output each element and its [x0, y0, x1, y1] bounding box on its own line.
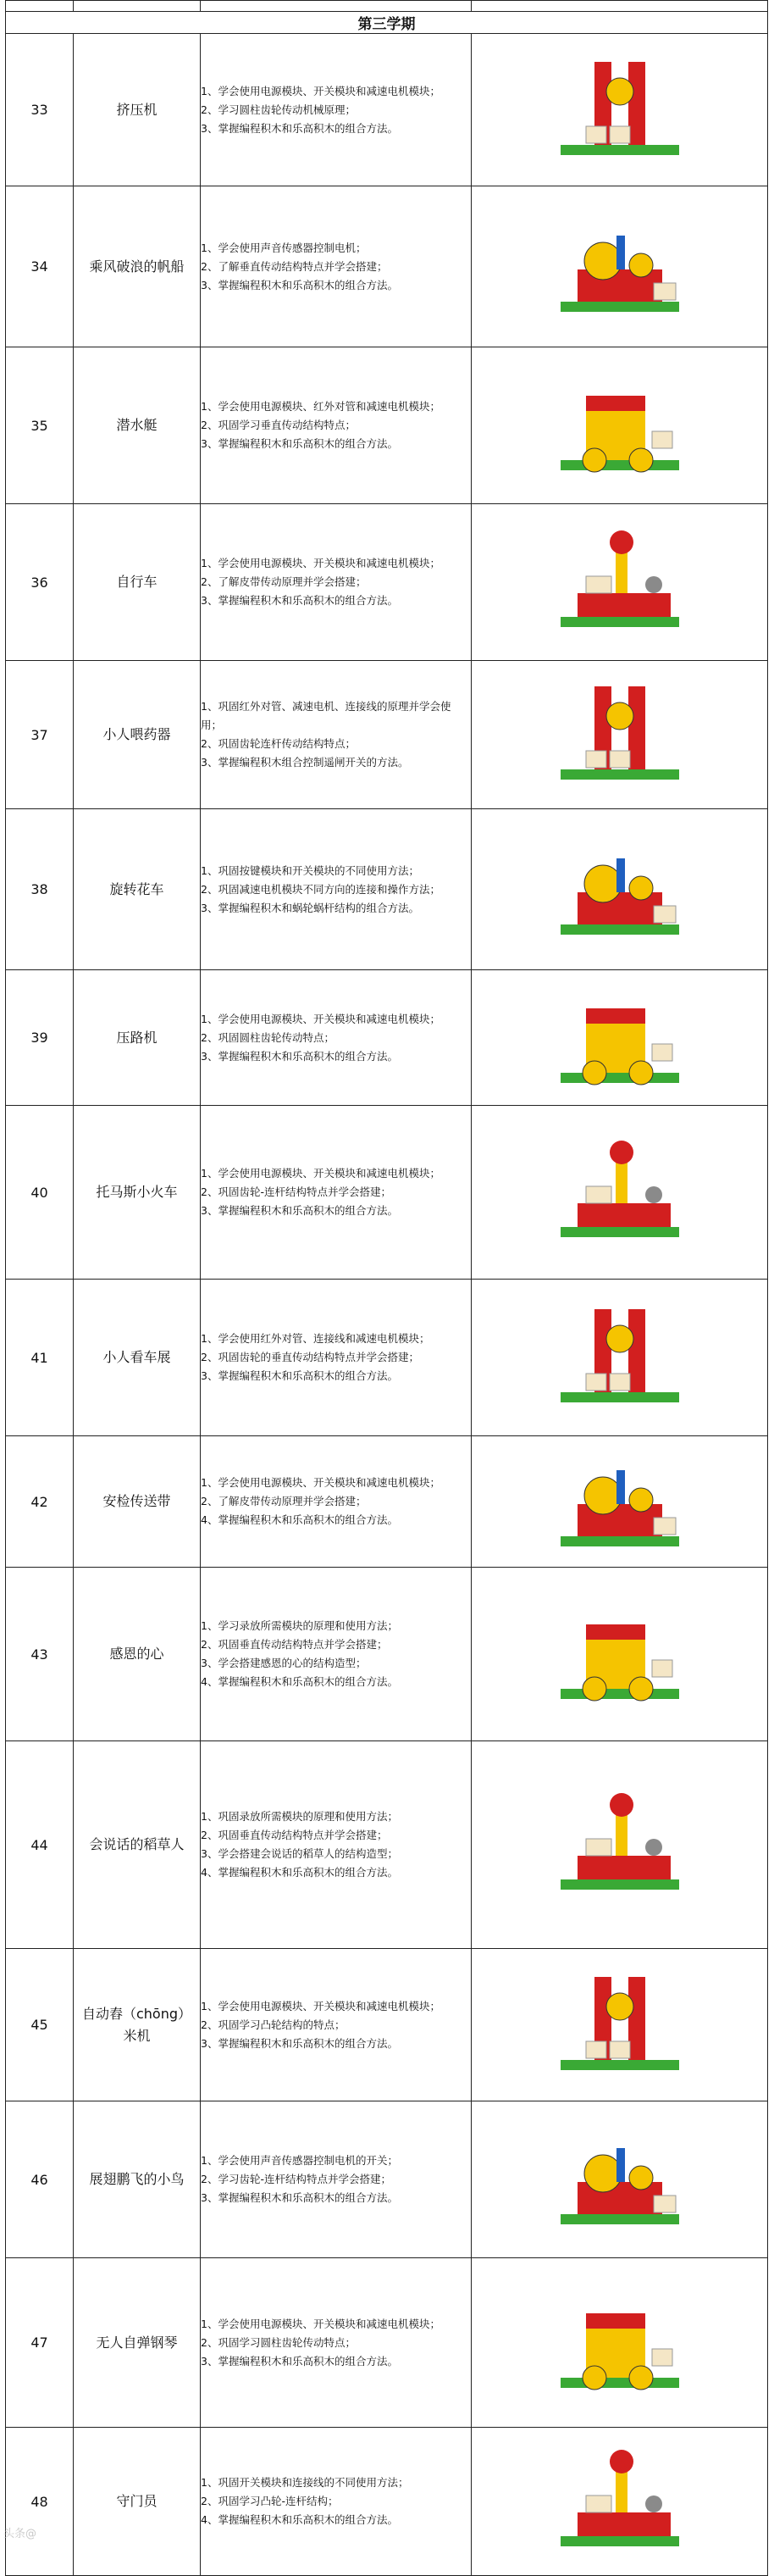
objective-line: 3、学会搭建会说话的稻草人的结构造型； — [201, 1847, 398, 1860]
lesson-number: 48 — [6, 2428, 74, 2576]
lesson-row — [6, 1568, 768, 1741]
objective-line: 1、学会使用声音传感器控制电机的开关； — [201, 2154, 398, 2167]
lesson-name-line: 小人看车展 — [102, 1349, 171, 1365]
lesson-name-line: 自动舂（chōng） — [81, 2005, 192, 2022]
conveyor-model-icon — [535, 1436, 705, 1563]
lesson-number: 47 — [6, 2258, 74, 2428]
lesson-model-image-cell — [472, 2258, 768, 2428]
lesson-name — [74, 34, 201, 186]
lesson-number: 38 — [6, 809, 74, 970]
objective-line: 2、学习圆柱齿轮传动机械原理； — [201, 103, 356, 116]
objective-line: 4、掌握编程积木和乐高积木的组合方法。 — [201, 1513, 398, 1526]
car-show-model-icon — [535, 1292, 705, 1419]
lesson-row — [6, 186, 768, 347]
lesson-name — [74, 1949, 201, 2101]
objective-line: 2、巩固齿轮的垂直传动结构特点并学会搭建； — [201, 1351, 419, 1363]
lesson-number: 41 — [6, 1280, 74, 1436]
lesson-row — [6, 2101, 768, 2258]
term-header-row — [6, 12, 768, 34]
lesson-row — [6, 2258, 768, 2428]
term-title: 第三学期 — [6, 12, 768, 34]
lesson-name-line: 托马斯小火车 — [96, 1184, 178, 1200]
lesson-row — [6, 1949, 768, 2101]
lesson-name-line: 米机 — [123, 2027, 151, 2044]
objective-line: 2、巩固垂直传动结构特点并学会搭建； — [201, 1638, 388, 1651]
lesson-name — [74, 1106, 201, 1280]
lesson-model-image-cell — [472, 809, 768, 970]
objective-line: 3、掌握编程积木和乐高积木的组合方法。 — [201, 2354, 398, 2368]
lesson-objectives — [201, 2258, 472, 2428]
lesson-name — [74, 1741, 201, 1949]
lesson-objectives — [201, 661, 472, 809]
objective-line: 2、巩固学习凸轮-连杆结构； — [201, 2495, 339, 2507]
objective-line: 2、学习齿轮-连杆结构特点并学会搭建； — [201, 2173, 391, 2185]
scarecrow-model-icon — [535, 1779, 705, 1907]
bird-model-icon — [535, 2114, 705, 2241]
lesson-model-image-cell — [472, 1106, 768, 1280]
objective-line: 3、掌握编程积木和乐高积木的组合方法。 — [201, 2036, 398, 2050]
heart-model-icon — [535, 1589, 705, 1716]
curriculum-table — [5, 0, 768, 2576]
objective-line: 2、了解垂直传动结构特点并学会搭建； — [201, 259, 388, 273]
lesson-number: 40 — [6, 1106, 74, 1280]
lesson-number: 44 — [6, 1741, 74, 1949]
objective-line: 3、掌握编程积木和乐高积木的组合方法。 — [201, 594, 398, 607]
objective-line: 3、掌握编程积木和乐高积木的组合方法。 — [201, 1204, 398, 1217]
objective-line: 2、巩固减速电机模块不同方向的连接和操作方法； — [201, 882, 440, 896]
lesson-row — [6, 504, 768, 661]
objective-line: 4、掌握编程积木和乐高积木的组合方法。 — [201, 1866, 398, 1879]
lesson-model-image-cell — [472, 1741, 768, 1949]
lesson-objectives — [201, 1280, 472, 1436]
lesson-model-image-cell — [472, 1568, 768, 1741]
objective-line: 3、学会搭建感恩的心的结构造型； — [201, 1657, 367, 1669]
lesson-name-line: 无人自弹钢琴 — [96, 2334, 178, 2351]
objective-line: 1、学会使用电源模块、开关模块和减速电机模块； — [201, 557, 440, 569]
lesson-name — [74, 661, 201, 809]
lesson-number: 42 — [6, 1436, 74, 1568]
objective-line: 1、学会使用电源模块、开关模块和减速电机模块； — [201, 84, 440, 97]
objective-line: 2、了解皮带传动原理并学会搭建； — [201, 575, 367, 588]
objective-line: 2、了解皮带传动原理并学会搭建； — [201, 1495, 367, 1507]
previous-term-strip — [6, 1, 768, 12]
lesson-objectives — [201, 186, 472, 347]
objective-line: 1、学会使用电源模块、红外对管和减速电机模块； — [201, 400, 440, 413]
objective-line: 3、掌握编程积木和乐高积木的组合方法。 — [201, 121, 398, 135]
lesson-model-image-cell — [472, 34, 768, 186]
lesson-objectives — [201, 347, 472, 504]
lesson-name — [74, 1568, 201, 1741]
lesson-name — [74, 2428, 201, 2576]
lesson-objectives — [201, 1106, 472, 1280]
lesson-number: 34 — [6, 186, 74, 347]
lesson-name-line: 旋转花车 — [109, 880, 164, 897]
lesson-objectives — [201, 34, 472, 186]
lesson-name-line: 自行车 — [116, 574, 158, 590]
lesson-number: 46 — [6, 2101, 74, 2258]
lesson-name — [74, 186, 201, 347]
objective-line: 2、巩固齿轮-连杆结构特点并学会搭建； — [201, 1185, 391, 1198]
lesson-name — [74, 1436, 201, 1568]
lesson-model-image-cell — [472, 504, 768, 661]
lesson-row — [6, 809, 768, 970]
squeezer-model-icon — [535, 45, 705, 172]
goalkeeper-model-icon — [535, 2436, 705, 2563]
lesson-row — [6, 2428, 768, 2576]
watermark: 头条@ — [3, 2528, 37, 2540]
objective-line: 1、学会使用电源模块、开关模块和减速电机模块； — [201, 2317, 440, 2330]
lesson-row — [6, 970, 768, 1106]
objective-line: 1、学会使用电源模块、开关模块和减速电机模块； — [201, 1999, 440, 2012]
lesson-objectives — [201, 1436, 472, 1568]
lesson-name-line: 安检传送带 — [102, 1493, 171, 1509]
objective-line: 1、学习录放所需模块的原理和使用方法； — [201, 1619, 398, 1632]
objective-line: 1、学会使用电源模块、开关模块和减速电机模块； — [201, 1167, 440, 1180]
lesson-row — [6, 347, 768, 504]
objective-line: 2、巩固学习圆柱齿轮传动特点； — [201, 2335, 356, 2349]
lesson-row — [6, 661, 768, 809]
lesson-name — [74, 970, 201, 1106]
objective-line: 3、掌握编程积木和乐高积木的组合方法。 — [201, 1049, 398, 1063]
objective-line: 1、学会使用声音传感器控制电机； — [201, 241, 367, 254]
lesson-name-line: 压路机 — [116, 1029, 158, 1046]
train-model-icon — [535, 1127, 705, 1254]
lesson-row — [6, 1106, 768, 1280]
objective-line: 3、掌握编程积木和乐高积木的组合方法。 — [201, 278, 398, 291]
lesson-model-image-cell — [472, 2428, 768, 2576]
lesson-objectives — [201, 1568, 472, 1741]
piano-model-icon — [535, 2278, 705, 2405]
lesson-name — [74, 809, 201, 970]
objective-line: 1、学会使用电源模块、开关模块和减速电机模块； — [201, 1476, 440, 1489]
lesson-row — [6, 1436, 768, 1568]
lesson-name — [74, 2101, 201, 2258]
objective-line: 1、巩固按键模块和开关模块的不同使用方法； — [201, 863, 419, 877]
objective-line: 1、巩固红外对管、减速电机、连接线的原理并学会使用； — [201, 700, 451, 731]
lesson-model-image-cell — [472, 1949, 768, 2101]
lesson-number: 45 — [6, 1949, 74, 2101]
objective-line: 1、学会使用电源模块、开关模块和减速电机模块； — [201, 1012, 440, 1025]
submarine-model-icon — [535, 360, 705, 487]
lesson-number: 43 — [6, 1568, 74, 1741]
lesson-model-image-cell — [472, 970, 768, 1106]
bicycle-model-icon — [535, 517, 705, 644]
lesson-model-image-cell — [472, 1436, 768, 1568]
road-roller-model-icon — [535, 973, 705, 1100]
objective-line: 1、巩固录放所需模块的原理和使用方法； — [201, 1810, 398, 1823]
lesson-name-line: 守门员 — [116, 2493, 158, 2509]
lesson-name-line: 挤压机 — [116, 101, 158, 118]
feeder-model-icon — [535, 669, 705, 797]
lesson-name-line: 潜水艇 — [116, 417, 158, 433]
objective-line: 1、巩固开关模块和连接线的不同使用方法； — [201, 2476, 409, 2489]
lesson-objectives — [201, 1949, 472, 2101]
objective-line: 3、掌握编程积木组合控制遥闸开关的方法。 — [201, 756, 409, 769]
objective-line: 3、掌握编程积木和乐高积木的组合方法。 — [201, 2191, 398, 2204]
lesson-number: 37 — [6, 661, 74, 809]
lesson-row — [6, 34, 768, 186]
lesson-number: 39 — [6, 970, 74, 1106]
lesson-model-image-cell — [472, 661, 768, 809]
lesson-name-line: 小人喂药器 — [102, 726, 171, 742]
objective-line: 2、巩固齿轮连杆传动结构特点； — [201, 737, 356, 750]
lesson-name-line: 乘风破浪的帆船 — [89, 258, 185, 275]
lesson-model-image-cell — [472, 347, 768, 504]
objective-line: 3、掌握编程积木和蜗轮蜗杆结构的组合方法。 — [201, 901, 419, 914]
lesson-number: 33 — [6, 34, 74, 186]
lesson-name — [74, 2258, 201, 2428]
lesson-name-line: 会说话的稻草人 — [89, 1836, 185, 1852]
objective-line: 3、掌握编程积木和乐高积木的组合方法。 — [201, 437, 398, 450]
lesson-objectives — [201, 970, 472, 1106]
lesson-objectives — [201, 1741, 472, 1949]
objective-line: 1、学会使用红外对管、连接线和减速电机模块； — [201, 1332, 430, 1345]
objective-line: 2、巩固学习垂直传动结构特点； — [201, 419, 356, 431]
float-car-model-icon — [535, 824, 705, 952]
lesson-objectives — [201, 2428, 472, 2576]
sailboat-model-icon — [535, 202, 705, 329]
lesson-objectives — [201, 504, 472, 661]
lesson-name-line: 感恩的心 — [109, 1646, 164, 1662]
lesson-name — [74, 347, 201, 504]
lesson-name — [74, 504, 201, 661]
objective-line: 2、巩固垂直传动结构特点并学会搭建； — [201, 1829, 388, 1841]
lesson-objectives — [201, 2101, 472, 2258]
lesson-name-line: 展翅鹏飞的小鸟 — [89, 2171, 185, 2187]
lesson-number: 35 — [6, 347, 74, 504]
objective-line: 3、掌握编程积木和乐高积木的组合方法。 — [201, 1369, 398, 1382]
lesson-model-image-cell — [472, 186, 768, 347]
objective-line: 2、巩固圆柱齿轮传动特点； — [201, 1030, 334, 1044]
objective-line: 4、掌握编程积木和乐高积木的组合方法。 — [201, 2513, 398, 2526]
lesson-row — [6, 1741, 768, 1949]
rice-pounder-model-icon — [535, 1960, 705, 2087]
objective-line: 4、掌握编程积木和乐高积木的组合方法。 — [201, 1675, 398, 1688]
lesson-objectives — [201, 809, 472, 970]
lesson-number: 36 — [6, 504, 74, 661]
lesson-name — [74, 1280, 201, 1436]
lesson-model-image-cell — [472, 2101, 768, 2258]
objective-line: 2、巩固学习凸轮结构的特点； — [201, 2018, 346, 2031]
lesson-row — [6, 1280, 768, 1436]
lesson-model-image-cell — [472, 1280, 768, 1436]
